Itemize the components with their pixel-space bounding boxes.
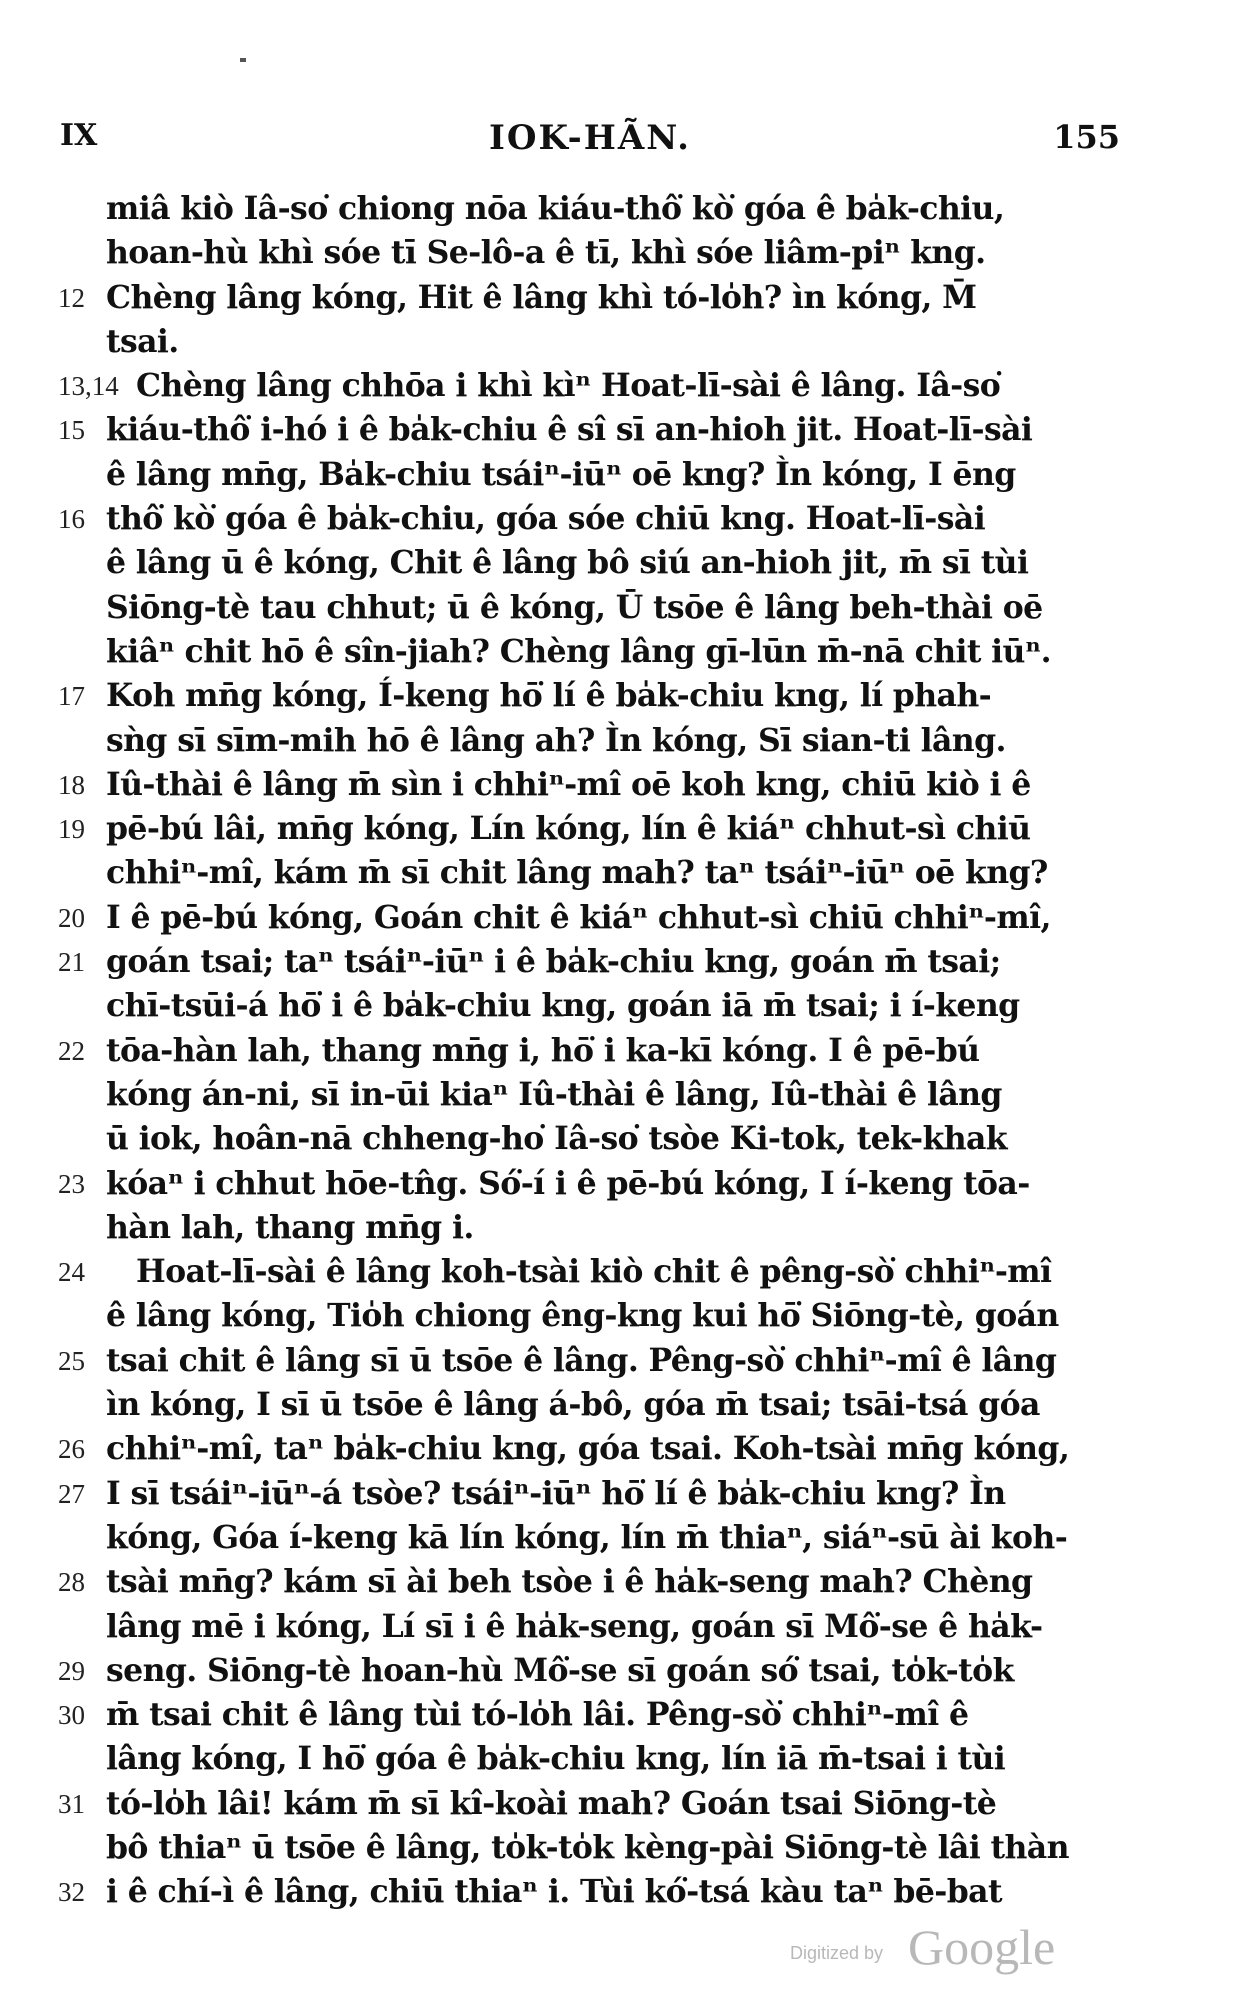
verse-number: 30 (58, 1700, 85, 1731)
verse-number: 32 (58, 1877, 85, 1908)
verse-number: 24 (58, 1257, 85, 1288)
line-text: thô͘ kò͘ góa ê ba̍k-chiu, góa sóe chiū kng. Hoat-lī-sài (106, 500, 986, 538)
line-text: Iû-thài ê lâng m̄ sìn i chhiⁿ-mî oē koh kng, chiū kiò i ê (106, 765, 1031, 803)
text-line (58, 1339, 1133, 1383)
verse-number: 23 (58, 1168, 85, 1199)
line-text: I ê pē-bú kóng, Goán chit ê kiáⁿ chhut-sì chiū chhiⁿ-mî, (106, 898, 1051, 936)
line-text: Koh mn̄g kóng, Í-keng hō͘ lí ê ba̍k-chiu kng, lí phah- (106, 677, 992, 715)
text-line (58, 1073, 1133, 1117)
verse-number: 13,14 (58, 371, 119, 402)
text-line (58, 630, 1133, 674)
line-text: ū iok, hoân-nā chheng-ho͘ Iâ-so͘ tsòe Ki-tok, tek-khak (106, 1120, 1008, 1158)
text-line (58, 763, 1133, 807)
line-text: sǹg sī sīm-mih hō ê lâng ah? Ìn kóng, Sī sian-ti lâng. (106, 721, 1006, 759)
verse-number: 27 (58, 1478, 85, 1509)
text-line (58, 719, 1133, 763)
chapter-number: IX (60, 118, 98, 153)
line-text: hoan-hù khì sóe tī Se-lô-a ê tī, khì sóe liâm-piⁿ kng. (106, 234, 986, 272)
line-text: chhiⁿ-mî, taⁿ ba̍k-chiu kng, góa tsai. Koh-tsài mn̄g kóng, (106, 1430, 1070, 1468)
line-text: tsài mn̄g? kám sī ài beh tsòe i ê ha̍k-seng mah? Chèng (106, 1563, 1033, 1601)
text-line (58, 1782, 1133, 1826)
line-text: chhiⁿ-mî, kám m̄ sī chit lâng mah? taⁿ tsáiⁿ-iūⁿ oē kng? (106, 854, 1048, 892)
line-text: bô thiaⁿ ū tsōe ê lâng, to̍k-to̍k kèng-pài Siōng-tè lâi thàn (106, 1828, 1069, 1866)
text-line (58, 807, 1133, 851)
text-line (58, 896, 1133, 940)
line-text: Siōng-tè tau chhut; ū ê kóng, Ū tsōe ê lâng beh-thài oē (106, 588, 1043, 626)
text-line (58, 1427, 1133, 1471)
text-line (58, 1870, 1133, 1914)
verse-number: 16 (58, 504, 85, 535)
text-line (58, 1250, 1133, 1294)
line-text: tsai chit ê lâng sī ū tsōe ê lâng. Pêng-sò͘ chhiⁿ-mî ê lâng (106, 1341, 1057, 1379)
page-number: 155 (1053, 118, 1120, 156)
line-text: seng. Siōng-tè hoan-hù Mô͘-se sī goán só͘ tsai, to̍k-to̍k (106, 1651, 1014, 1689)
line-text: ê lâng ū ê kóng, Chit ê lâng bô siú an-hioh jit, m̄ sī tùi (106, 544, 1029, 582)
line-text: kóaⁿ i chhut hōe-tn̂g. Só͘-í i ê pē-bú kóng, I í-keng tōa- (106, 1164, 1030, 1202)
line-text: lâng kóng, I hō͘ góa ê ba̍k-chiu kng, lín iā m̄-tsai i tùi (106, 1740, 1006, 1778)
line-text: kóng án-ni, sī in-ūi kiaⁿ Iû-thài ê lâng, Iû-thài ê lâng (106, 1075, 1002, 1113)
verse-number: 25 (58, 1345, 85, 1376)
text-line (58, 541, 1133, 585)
text-line (58, 984, 1133, 1028)
stray-ink-mark (240, 58, 246, 62)
line-text: miâ kiò Iâ-so͘ chiong nōa kiáu-thô͘ kò͘ góa ê ba̍k-chiu, (106, 190, 1005, 227)
text-line (58, 586, 1133, 630)
text-line (58, 674, 1133, 718)
line-text: tó-lo̍h lâi! kám m̄ sī kî-koài mah? Goán tsai Siōng-tè (106, 1784, 997, 1822)
text-line (58, 1560, 1133, 1604)
verse-number: 21 (58, 947, 85, 978)
line-text: Chèng lâng chhōa i khì kìⁿ Hoat-lī-sài ê lâng. Iâ-so͘ (136, 367, 1001, 405)
verse-number: 26 (58, 1434, 85, 1465)
text-line (58, 1383, 1133, 1427)
line-text: pē-bú lâi, mn̄g kóng, Lín kóng, lín ê kiáⁿ chhut-sì chiū (106, 810, 1031, 848)
line-text: tōa-hàn lah, thang mn̄g i, hō͘ i ka-kī kóng. I ê pē-bú (106, 1031, 980, 1069)
line-text: i ê chí-ì ê lâng, chiū thiaⁿ i. Tùi kó͘-tsá kàu taⁿ bē-bat (106, 1873, 1002, 1911)
text-line (58, 276, 1133, 320)
google-logo: Google (908, 1919, 1056, 1975)
text-line (58, 940, 1133, 984)
verse-number: 28 (58, 1567, 85, 1598)
line-text: ê lâng mn̄g, Ba̍k-chiu tsáiⁿ-iūⁿ oē kng? Ìn kóng, I ēng (106, 455, 1016, 493)
line-text: tsai. (106, 322, 179, 360)
verse-number: 18 (58, 769, 85, 800)
line-text: lâng mē i kóng, Lí sī i ê ha̍k-seng, goán sī Mô͘-se ê ha̍k- (106, 1607, 1043, 1645)
verse-number: 22 (58, 1035, 85, 1066)
text-line (58, 1117, 1133, 1161)
verse-number: 17 (58, 681, 85, 712)
line-text: ìn kóng, I sī ū tsōe ê lâng á-bô, góa m̄ tsai; tsāi-tsá góa (106, 1386, 1040, 1424)
scripture-text (58, 187, 1133, 1915)
text-line (58, 1826, 1133, 1870)
line-text: kóng, Góa í-keng kā lín kóng, lín m̄ thiaⁿ, siáⁿ-sū ài koh- (106, 1518, 1068, 1556)
text-line (58, 231, 1133, 275)
line-text: chī-tsūi-á hō͘ i ê ba̍k-chiu kng, goán iā m̄ tsai; i í-keng (106, 987, 1020, 1025)
line-text: m̄ tsai chit ê lâng tùi tó-lo̍h lâi. Pêng-sò͘ chhiⁿ-mî ê (106, 1696, 969, 1734)
text-line (58, 1516, 1133, 1560)
text-line (58, 1162, 1133, 1206)
text-line (58, 364, 1133, 408)
text-line (58, 1206, 1133, 1250)
line-text: ê lâng kóng, Tio̍h chiong êng-kng kui hō͘ Siōng-tè, goán (106, 1297, 1059, 1335)
text-line (58, 1294, 1133, 1338)
verse-number: 19 (58, 814, 85, 845)
text-line (58, 1472, 1133, 1516)
text-line (58, 1693, 1133, 1737)
verse-number: 12 (58, 282, 85, 313)
line-text: Chèng lâng kóng, Hit ê lâng khì tó-lo̍h? ìn kóng, M̄ (106, 278, 977, 316)
text-line (58, 1649, 1133, 1693)
text-line (58, 453, 1133, 497)
verse-number: 20 (58, 902, 85, 933)
text-line (58, 497, 1133, 541)
line-text: kiâⁿ chit hō ê sîn-jiah? Chèng lâng gī-lūn m̄-nā chit iūⁿ. (106, 632, 1051, 670)
line-text: I sī tsáiⁿ-iūⁿ-á tsòe? tsáiⁿ-iūⁿ hō͘ lí ê ba̍k-chiu kng? Ìn (106, 1474, 1006, 1512)
line-text: hàn lah, thang mn̄g i. (106, 1208, 474, 1246)
page-title: IOK-HÃN. (489, 118, 691, 158)
verse-number: 29 (58, 1655, 85, 1686)
text-line (58, 1605, 1133, 1649)
text-line (58, 1029, 1133, 1073)
digitized-watermark (790, 1918, 1170, 1978)
page-header (60, 118, 1120, 158)
line-text: goán tsai; taⁿ tsáiⁿ-iūⁿ i ê ba̍k-chiu kng, goán m̄ tsai; (106, 943, 1001, 981)
verse-number: 15 (58, 415, 85, 446)
line-text: kiáu-thô͘ i-hó i ê ba̍k-chiu ê sî sī an-hioh jit. Hoat-lī-sài (106, 411, 1033, 449)
text-line (58, 408, 1133, 452)
text-line (58, 320, 1133, 364)
text-line (58, 851, 1133, 895)
verse-number: 31 (58, 1788, 85, 1819)
text-line (58, 187, 1133, 231)
watermark-prefix: Digitized by (790, 1943, 884, 1963)
line-text: Hoat-lī-sài ê lâng koh-tsài kiò chit ê pêng-sò͘ chhiⁿ-mî (136, 1253, 1052, 1291)
text-line (58, 1737, 1133, 1781)
